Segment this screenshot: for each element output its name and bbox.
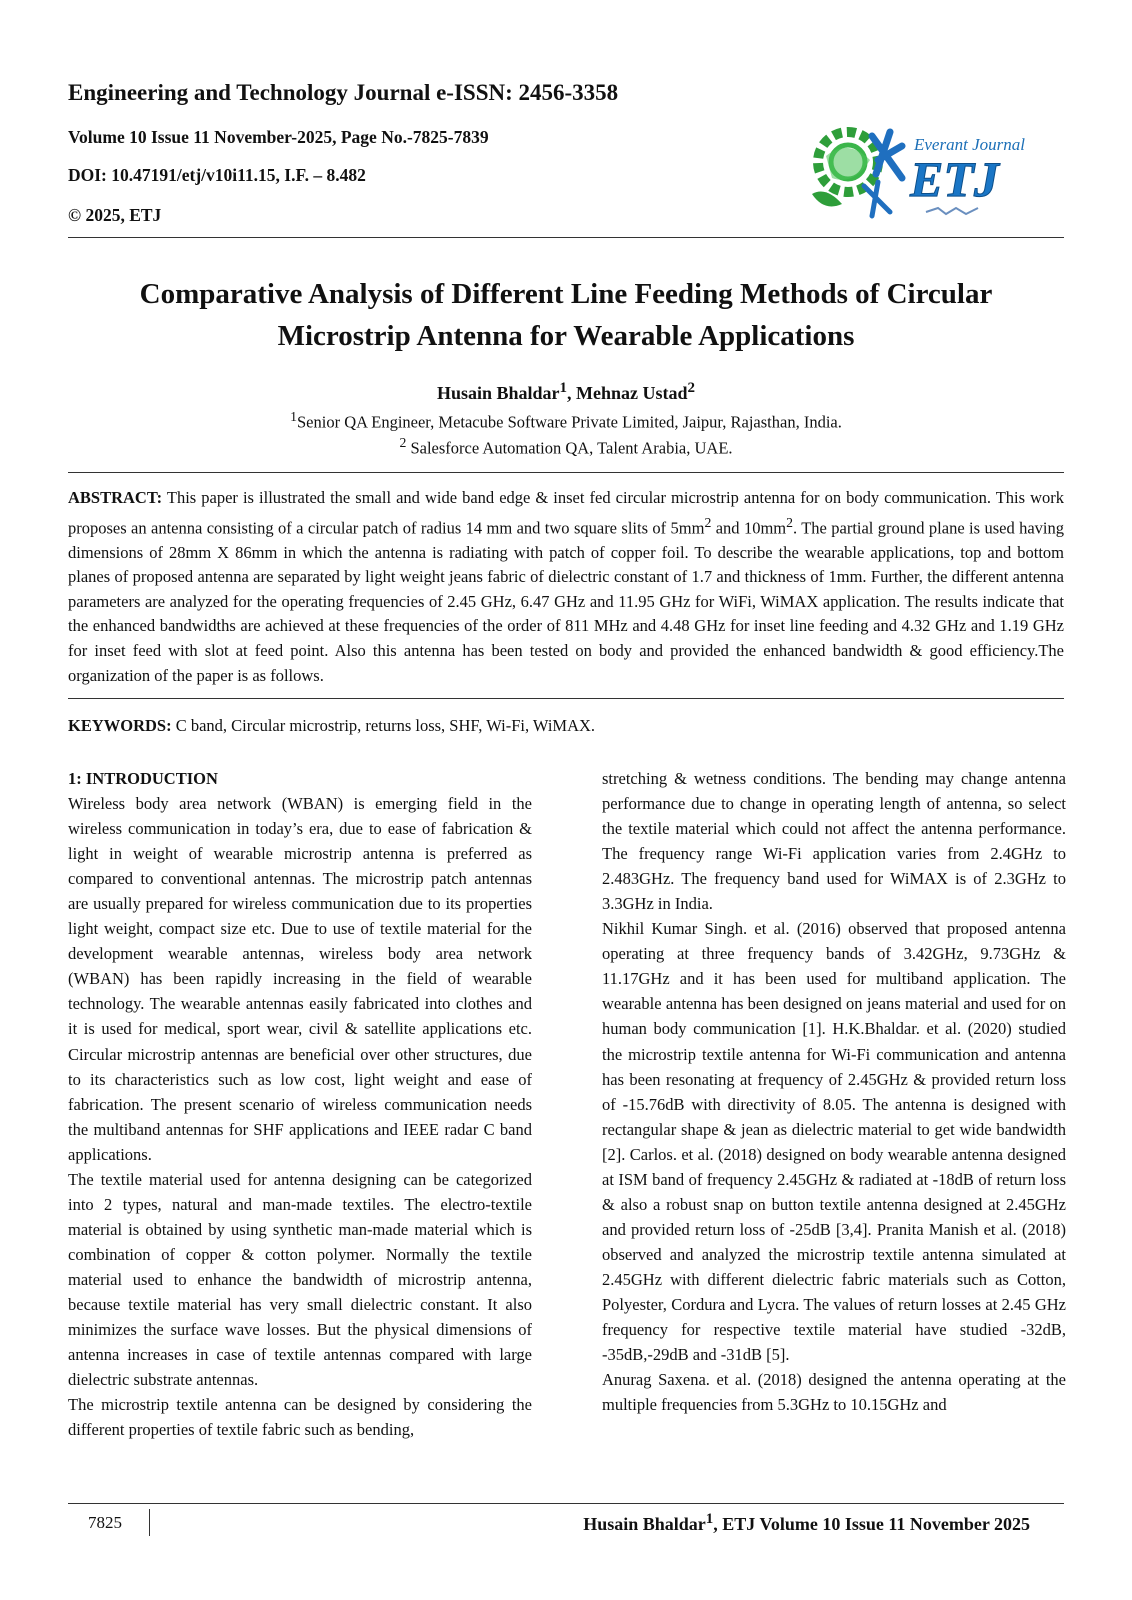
- affiliation-1: [68, 409, 1064, 433]
- volume-info: Volume 10 Issue 11 November-2025, Page No.-7825-7839: [68, 127, 489, 147]
- affiliation-1-mark: 1: [290, 409, 297, 424]
- author-1-affiliation-mark: 1: [559, 380, 568, 396]
- header-divider: [68, 237, 1064, 238]
- abstract-text-part-2: and 10mm: [711, 518, 787, 538]
- author-2: Mehnaz Ustad: [576, 383, 688, 403]
- keywords-label: KEYWORDS:: [68, 716, 172, 735]
- body-column-right: [602, 766, 1066, 1417]
- tree-icon: [864, 132, 902, 216]
- logo-mark: ETJ: [910, 151, 999, 207]
- journal-name: Engineering and Technology Journal e-ISSN: 2456-3358: [68, 80, 619, 105]
- etj-logo: [806, 116, 1028, 224]
- keywords-text: C band, Circular microstrip, returns loss, SHF, Wi-Fi, WiMAX.: [171, 716, 596, 735]
- footer-author: Husain Bhaldar: [583, 1514, 706, 1534]
- paragraph: stretching & wetness conditions. The bending may change antenna performance due to change in operating length of antenna, so select the textile material which could not affect the antenna performance. The frequency range Wi-Fi application varies from 2.4GHz to 2.483GHz. The frequency band used for WiMAX is of 2.3GHz to 3.3GHz in India.: [602, 769, 1066, 914]
- paragraph: Anurag Saxena. et al. (2018) designed the antenna operating at the multiple frequencies from 5.3GHz to 10.15GHz and: [602, 1370, 1066, 1415]
- author-list: [68, 380, 1064, 404]
- running-footer: [583, 1511, 1030, 1535]
- paragraph: The textile material used for antenna designing can be categorized into 2 types, natural and man-made textiles. The electro-textile material is obtained by using synthetic man-made material which is combination of copper & cotton polymer. Normally the textile material used to enhance the bandwidth of microstrip antenna, because textile material has very small dielectric constant. It also minimizes the surface wave losses. But the physical dimensions of antenna increases in case of textile antennas compared with large dielectric substrate antennas.: [68, 1169, 532, 1390]
- affiliation-1-text: Senior QA Engineer, Metacube Software Private Limited, Jaipur, Rajasthan, India.: [297, 412, 842, 432]
- paragraph: Nikhil Kumar Singh. et al. (2016) observed that proposed antenna operating at three frequency bands of 3.42GHz, 9.73GHz & 11.17GHz and it has been used for multiband application. The wearable antenna has been designed on jeans material and used for on human body communication [1]. H.K.Bhaldar. et al. (2020) studied the microstrip textile antenna for Wi-Fi communication and antenna has been resonating at frequency of 2.45GHz & provided return loss of -15.76dB with directivity of 8.05. The antenna is designed with rectangular shape & jean as dielectric material to get wide bandwidth [2]. Carlos. et al. (2018) designed on body wearable antenna designed at ISM band of frequency 2.45GHz & radiated at -18dB of return loss & also a robust snap on button textile antenna designed at 2.45GHz and provided return loss of -25dB [3,4]. Pranita Manish et al. (2018) observed and analyzed the microstrip textile antenna simulated at 2.45GHz with different dielectric fabric materials such as Cotton, Polyester, Cordura and Lycra. The values of return losses at 2.45 GHz frequency for respective textile material have studied -32dB, -35dB,-29dB and -31dB [5].: [602, 919, 1066, 1365]
- affiliation-2-text: Salesforce Automation QA, Talent Arabia, UAE.: [406, 438, 733, 458]
- author-2-affiliation-mark: 2: [687, 380, 696, 396]
- copyright-notice: © 2025, ETJ: [68, 205, 162, 225]
- footer-citation: , ETJ Volume 10 Issue 11 November 2025: [713, 1514, 1030, 1534]
- paragraph: The microstrip textile antenna can be designed by considering the different properties of textile fabric such as bending,: [68, 1395, 532, 1440]
- abstract-label: ABSTRACT:: [68, 488, 163, 507]
- body-column-left: [68, 766, 532, 1442]
- title-line-1: Comparative Analysis of Different Line Feeding Methods of Circular: [139, 278, 993, 310]
- gear-icon: [812, 132, 878, 206]
- keywords: [68, 716, 1064, 736]
- affiliation-2: [68, 435, 1064, 459]
- abstract-text-part-1: This paper is illustrated the small and wide band edge & inset fed circular microstrip antenna for on body communication. This work proposes an antenna consisting of a circular patch of radius 14 mm and two square slits of 5mm: [68, 488, 1064, 538]
- abstract-top-divider: [68, 472, 1064, 473]
- logo-caption: Everant Journal: [914, 135, 1025, 154]
- page-number: 7825: [88, 1513, 122, 1532]
- title-line-2: Microstrip Antenna for Wearable Applications: [277, 320, 855, 352]
- affiliation-2-mark: 2: [399, 435, 407, 450]
- abstract-superscript-1: 2: [704, 514, 712, 530]
- footer-author-mark: 1: [705, 1511, 714, 1527]
- footer-divider: [68, 1503, 1064, 1504]
- abstract-text-part-3: . The partial ground plane is used having dimensions of 28mm X 86mm in which the antenna is radiating with patch of copper foil. To describe the wearable applications, top and bottom planes of proposed antenna are separated by light weight jeans fabric of dielectric constant of 1.7 and thickness of 1mm. Further, the different antenna parameters are analyzed for the operating frequencies of 2.45 GHz, 6.47 GHz and 11.95 GHz for WiFi, WiMAX application. The results indicate that the enhanced bandwidths are achieved at these frequencies of the order of 811 MHz and 4.48 GHz for inset line feeding and 4.32 GHz and 1.19 GHz for inset feed with slot at feed point. Also this antenna has been tested on body and provided the enhanced bandwidth & good efficiency.The organization of the paper is as follows.: [68, 518, 1064, 685]
- author-1: Husain Bhaldar: [436, 383, 560, 403]
- paragraph: Wireless body area network (WBAN) is emerging field in the wireless communication in today’s era, due to ease of fabrication & light in weight of wearable microstrip antenna is preferred as compared to conventional antennas. The microstrip patch antennas are usually prepared for wireless communication due to its properties light weight, compact size etc. Due to use of textile material for the development wearable antennas, wireless body area network (WBAN) has been rapidly increasing in the field of wearable technology. The wearable antennas easily fabricated into clothes and it is used for medical, sport wear, civil & satellite applications etc. Circular microstrip antennas are beneficial over other structures, due to its characteristics such as low cost, light weight and ease of fabrication. The present scenario of wireless communication needs the multiband antennas for SHF applications and IEEE radar C band applications.: [68, 794, 532, 1164]
- paper-title: [68, 273, 1064, 357]
- abstract-bottom-divider: [68, 698, 1064, 699]
- footer-vertical-divider: [149, 1509, 150, 1536]
- author-separator: ,: [567, 383, 577, 403]
- abstract: [68, 486, 1064, 688]
- section-heading-introduction: 1: INTRODUCTION: [68, 769, 218, 788]
- abstract-superscript-2: 2: [786, 514, 793, 530]
- doi-link[interactable]: DOI: 10.47191/etj/v10i11.15, I.F. – 8.482: [68, 165, 366, 185]
